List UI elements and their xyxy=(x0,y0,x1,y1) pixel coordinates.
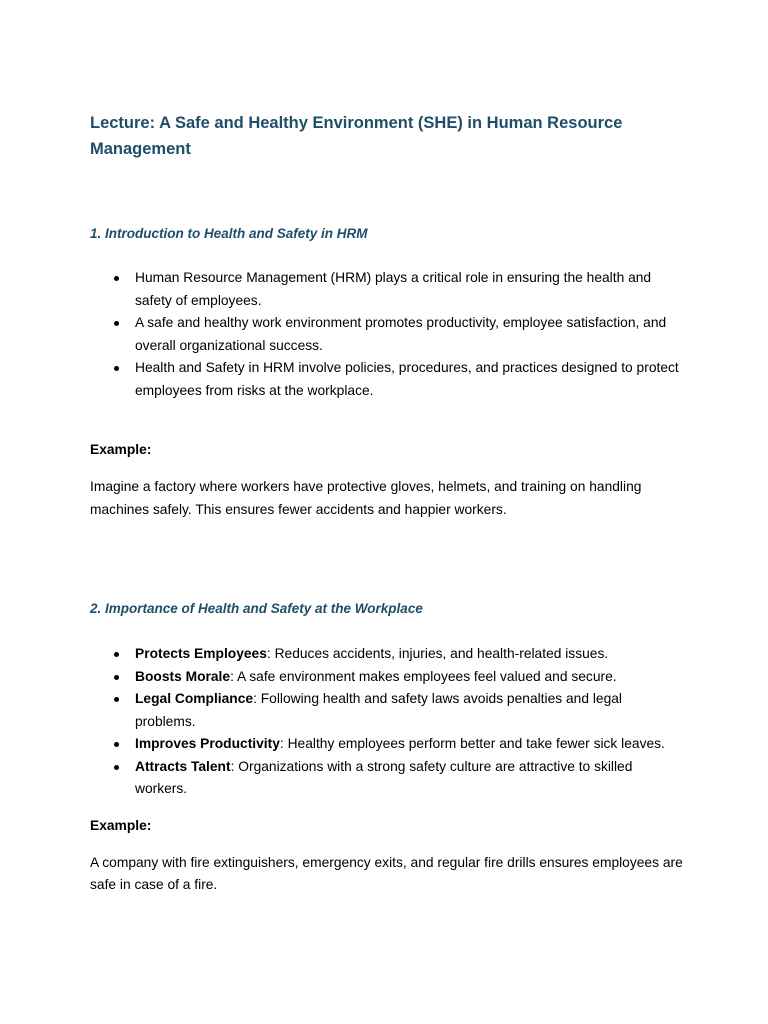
bullet-text: : Following health and safety laws avoids penalties and legal problems. xyxy=(135,691,622,729)
list-item xyxy=(90,756,685,801)
example-paragraph: A company with fire extinguishers, emergency exits, and regular fire drills ensures employees are safe in case of a fire. xyxy=(90,854,683,892)
bullet-icon xyxy=(114,675,119,680)
bullet-text: : Organizations with a strong safety culture are attractive to skilled workers. xyxy=(135,758,633,796)
bullet-icon xyxy=(114,742,119,747)
bullet-text: Human Resource Management (HRM) plays a critical role in ensuring the health and safety of employees. xyxy=(135,270,652,308)
bullet-text: : A safe environment makes employees feel valued and secure. xyxy=(230,668,617,684)
bullet-icon xyxy=(114,652,119,657)
bullet-icon xyxy=(114,276,119,281)
importance-bullet-list xyxy=(90,643,685,801)
section-heading-importance: 2. Importance of Health and Safety at the Workplace xyxy=(90,601,423,616)
bullet-icon xyxy=(114,765,119,770)
bullet-text: : Reduces accidents, injuries, and health-related issues. xyxy=(266,646,609,661)
bullet-text: Health and Safety in HRM involve policies, procedures, and practices designed to protect employees from risks at the workplace. xyxy=(135,360,679,398)
example-label: Example: xyxy=(90,442,152,457)
introduction-bullet-list xyxy=(90,267,685,402)
list-item xyxy=(90,688,685,733)
document-page xyxy=(90,110,685,897)
bullet-icon xyxy=(114,366,119,371)
list-item xyxy=(90,267,685,312)
list-item xyxy=(90,733,685,756)
list-item xyxy=(90,312,685,357)
bullet-term: Attracts Talent xyxy=(135,758,231,774)
document-title: Lecture: A Safe and Healthy Environment (SHE) in Human Resource Management xyxy=(90,114,623,158)
bullet-icon xyxy=(114,321,119,326)
bullet-term: Legal Compliance xyxy=(135,691,254,706)
section-heading-introduction: 1. Introduction to Health and Safety in HRM xyxy=(90,226,368,241)
example-paragraph: Imagine a factory where workers have protective gloves, helmets, and training on handling machines safely. This ensures fewer accidents and happier workers. xyxy=(90,479,642,517)
example-label: Example: xyxy=(90,817,152,833)
bullet-term: Improves Productivity xyxy=(135,736,280,751)
bullet-text: A safe and healthy work environment promotes productivity, employee satisfaction, and overall organizational success. xyxy=(135,315,667,353)
bullet-term: Protects Employees xyxy=(135,646,267,661)
bullet-icon xyxy=(114,697,119,702)
list-item xyxy=(90,666,685,689)
bullet-text: : Healthy employees perform better and take fewer sick leaves. xyxy=(279,736,665,751)
list-item xyxy=(90,643,685,666)
bullet-term: Boosts Morale xyxy=(135,668,231,684)
list-item xyxy=(90,357,685,402)
